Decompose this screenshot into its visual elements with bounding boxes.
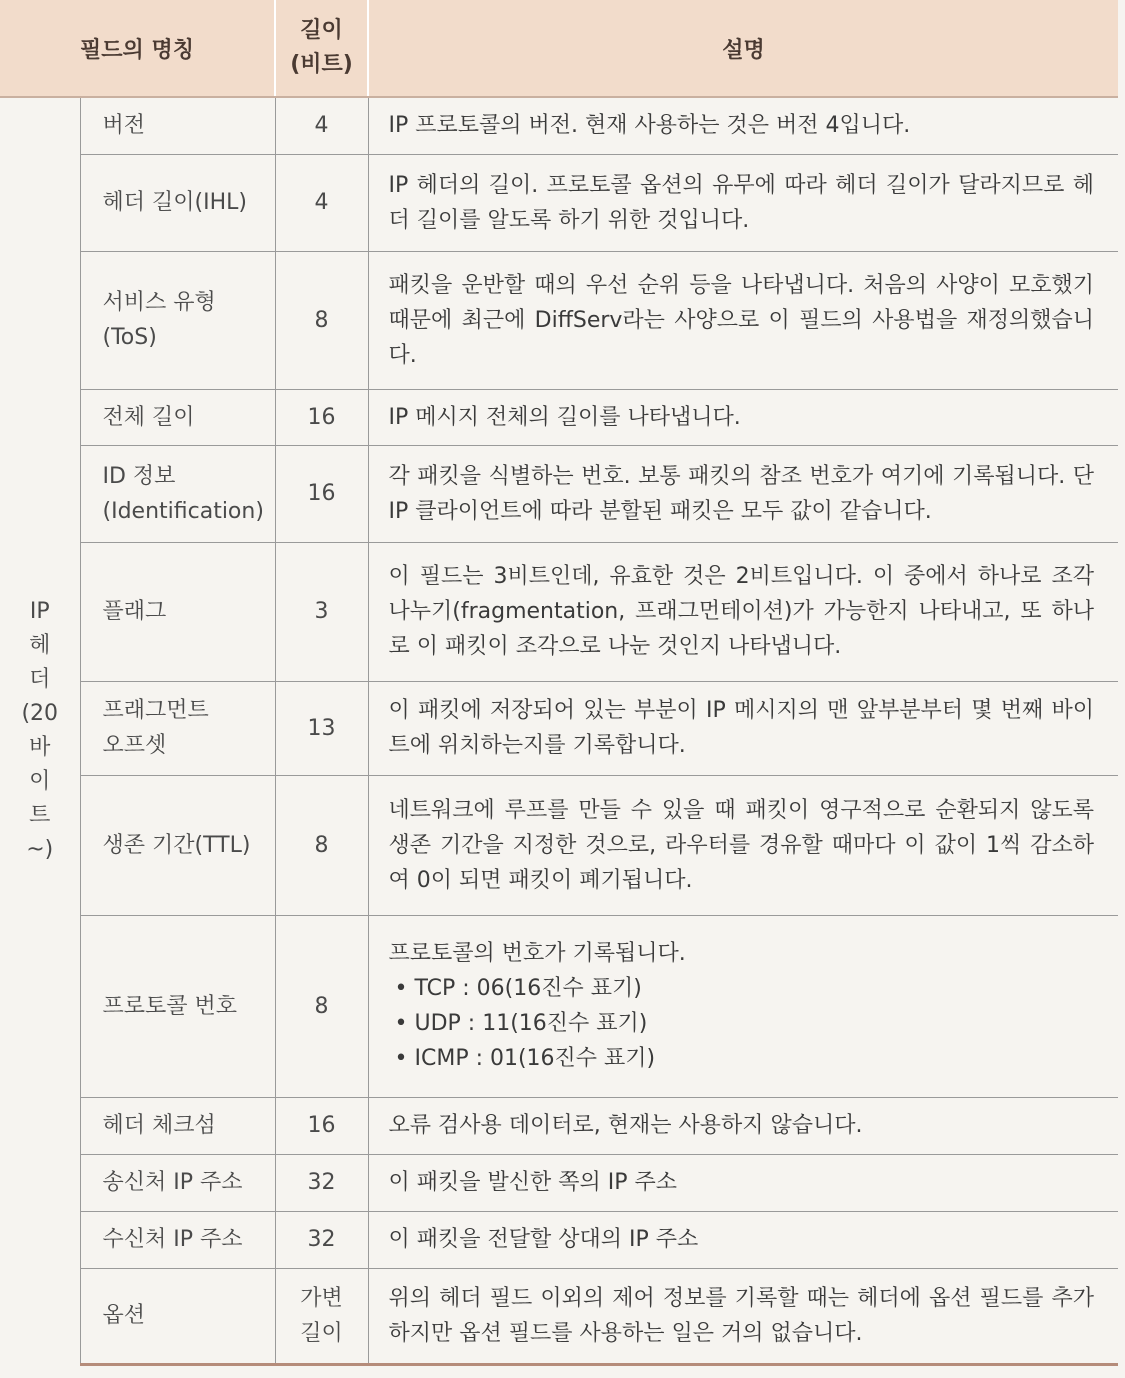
field-name: 헤더 체크섬: [80, 1097, 275, 1154]
field-description: 위의 헤더 필드 이외의 제어 정보를 기록할 때는 헤더에 옵션 필드를 추가하지만 옵션 필드를 사용하는 일은 거의 없습니다.: [368, 1268, 1118, 1364]
field-length: 32: [275, 1211, 368, 1268]
field-length: 16: [275, 445, 368, 542]
header-description: 설명: [368, 0, 1118, 97]
field-name: 송신처 IP 주소: [80, 1154, 275, 1211]
field-length: 4: [275, 97, 368, 154]
table-header: [0, 0, 1118, 97]
field-name: 헤더 길이(IHL): [80, 154, 275, 251]
field-length: 13: [275, 681, 368, 775]
table-row: [0, 1211, 1118, 1268]
protocol-bullet-tcp: • TCP : 06(16진수 표기): [394, 976, 642, 1001]
table-row: [0, 97, 1118, 154]
protocol-bullet-udp: • UDP : 11(16진수 표기): [394, 1011, 648, 1036]
field-description: 오류 검사용 데이터로, 현재는 사용하지 않습니다.: [368, 1097, 1118, 1154]
field-length: [275, 1268, 368, 1364]
field-length: 16: [275, 389, 368, 445]
field-name-line1: 서비스 유형: [102, 290, 216, 315]
field-description: 패킷을 운반할 때의 우선 순위 등을 나타냅니다. 처음의 사양이 모호했기 때문에 최근에 DiffServ라는 사양으로 이 필드의 사용법을 재정의했습니다.: [368, 251, 1118, 389]
field-name-line2: (ToS): [102, 325, 157, 350]
field-length: 8: [275, 915, 368, 1097]
field-name-line1: 프래그먼트: [102, 698, 209, 723]
field-description: 각 패킷을 식별하는 번호. 보통 패킷의 참조 번호가 여기에 기록됩니다. 단 IP 클라이언트에 따라 분할된 패킷은 모두 값이 같습니다.: [368, 445, 1118, 542]
field-description: 이 필드는 3비트인데, 유효한 것은 2비트입니다. 이 중에서 하나로 조각 나누기(fragmentation, 프래그먼테이션)가 가능한지 나타내고, 또 하나로 이 패킷이 조각으로 나눈 것인지 나타냅니다.: [368, 542, 1118, 681]
header-length: [275, 0, 368, 97]
field-name: 생존 기간(TTL): [80, 775, 275, 915]
field-length: 3: [275, 542, 368, 681]
field-length: 8: [275, 775, 368, 915]
field-name-line1: ID 정보: [102, 463, 176, 489]
field-name: [80, 251, 275, 389]
field-description: IP 프로토콜의 버전. 현재 사용하는 것은 버전 4입니다.: [368, 97, 1118, 154]
field-length: 16: [275, 1097, 368, 1154]
table-row: [0, 915, 1118, 1097]
header-length-line1: 길이: [300, 18, 343, 43]
group-label: IP 헤더(20바이트~): [21, 599, 59, 862]
field-length: 4: [275, 154, 368, 251]
field-name: 프로토콜 번호: [80, 915, 275, 1097]
protocol-bullet-icmp: • ICMP : 01(16진수 표기): [394, 1046, 656, 1071]
field-name: 수신처 IP 주소: [80, 1211, 275, 1268]
table-row: [0, 251, 1118, 389]
table-row: [0, 1268, 1118, 1364]
group-label-cell: [0, 97, 80, 1364]
header-field-name: 필드의 명칭: [0, 0, 275, 97]
table-row: [0, 1154, 1118, 1211]
field-length: 32: [275, 1154, 368, 1211]
table-row: [0, 542, 1118, 681]
field-description: IP 메시지 전체의 길이를 나타냅니다.: [368, 389, 1118, 445]
field-name: 버전: [80, 97, 275, 154]
header-length-line2: (비트): [290, 52, 353, 77]
field-length-line2: 길이: [300, 1320, 343, 1346]
field-description: 이 패킷을 전달할 상대의 IP 주소: [368, 1211, 1118, 1268]
table-row: [0, 775, 1118, 915]
field-name: 옵션: [80, 1268, 275, 1364]
field-name: 전체 길이: [80, 389, 275, 445]
field-length-line1: 가변: [300, 1285, 343, 1311]
field-description-text: 프로토콜의 번호가 기록됩니다.: [388, 941, 686, 966]
table-row: [0, 389, 1118, 445]
field-description: 네트워크에 루프를 만들 수 있을 때 패킷이 영구적으로 순환되지 않도록 생존 기간을 지정한 것으로, 라우터를 경유할 때마다 이 값이 1씩 감소하여 0이 되면 패킷이 폐기됩니다.: [368, 775, 1118, 915]
field-description: 이 패킷에 저장되어 있는 부분이 IP 메시지의 맨 앞부분부터 몇 번째 바이트에 위치하는지를 기록합니다.: [368, 681, 1118, 775]
field-name-line2: (Identification): [102, 498, 264, 524]
field-description: 이 패킷을 발신한 쪽의 IP 주소: [368, 1154, 1118, 1211]
field-name: [80, 445, 275, 542]
field-name: [80, 681, 275, 775]
table-row: [0, 445, 1118, 542]
field-name: 플래그: [80, 542, 275, 681]
table-row: [0, 1097, 1118, 1154]
field-length: 8: [275, 251, 368, 389]
field-description: [368, 915, 1118, 1097]
table-row: [0, 681, 1118, 775]
field-name-line2: 오프셋: [102, 733, 167, 758]
table-body: [0, 97, 1118, 1364]
field-description: IP 헤더의 길이. 프로토콜 옵션의 유무에 따라 헤더 길이가 달라지므로 헤더 길이를 알도록 하기 위한 것입니다.: [368, 154, 1118, 251]
table-row: [0, 154, 1118, 251]
